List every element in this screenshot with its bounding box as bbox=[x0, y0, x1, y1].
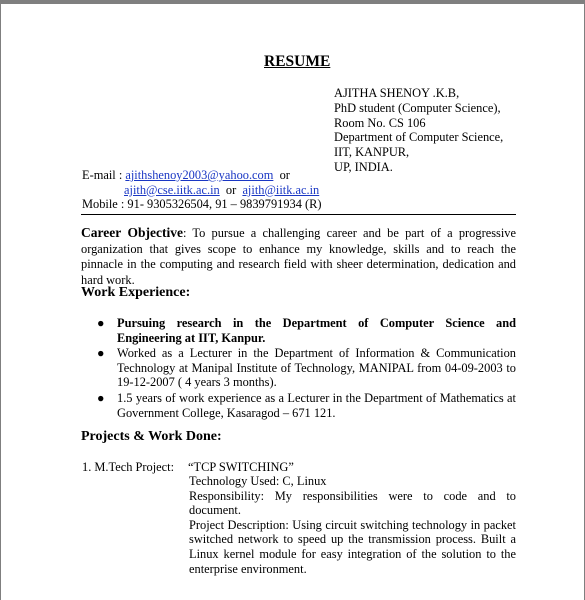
work-list bbox=[89, 316, 516, 421]
objective-heading: Career Objective bbox=[81, 225, 183, 240]
header-divider bbox=[81, 214, 516, 215]
project-name: “TCP SWITCHING” bbox=[188, 460, 294, 474]
project-responsibility: Responsibility: My responsibilities were to code and to document. bbox=[189, 488, 516, 518]
address-line: Room No. CS 106 bbox=[334, 115, 426, 130]
mobile-row: Mobile : 91- 9305326504, 91 – 9839791934 (R) bbox=[82, 197, 322, 212]
address-line: IIT, KANPUR, bbox=[334, 145, 410, 160]
career-objective bbox=[81, 225, 516, 288]
email-label: E-mail : bbox=[82, 168, 126, 182]
list-item: ● 1.5 years of work experience as a Lecturer in the Department of Mathematics at Government College, Kasaragod – 671 121. bbox=[97, 390, 516, 420]
or-text: or bbox=[273, 168, 290, 182]
email-link-iitk[interactable]: ajith@iitk.ac.in bbox=[242, 182, 320, 197]
project-number: 1. M.Tech Project: bbox=[82, 460, 175, 474]
project-technology: Technology Used: C, Linux bbox=[189, 474, 327, 488]
project-description: Project Description: Using circuit switching technology in packet switched network to speed up the transmission process. Built a Linux kernel module for easy integration of the solution to the enterprise environment. bbox=[189, 517, 516, 576]
email-link-cse[interactable]: ajith@cse.iitk.ac.in bbox=[124, 182, 220, 197]
document-page bbox=[1, 4, 584, 600]
projects-heading: Projects & Work Done: bbox=[81, 429, 222, 444]
or-text: or bbox=[219, 182, 243, 197]
address-line: AJITHA SHENOY .K.B, bbox=[334, 86, 460, 100]
email-link-yahoo[interactable]: ajithshenoy2003@yahoo.com bbox=[125, 168, 274, 182]
bullet-icon: ● bbox=[97, 346, 105, 361]
email-row bbox=[82, 168, 322, 183]
list-item: ● Worked as a Lecturer in the Department of Information & Communication Technology at Manipal Institute of Technology, MANIPAL from 04-09-2003 to 19-12-2007 ( 4 years 3 months). bbox=[97, 346, 516, 390]
list-item: ● Pursuing research in the Department of Computer Science and Engineering at IIT, Kanpur. bbox=[97, 316, 516, 345]
address-line: UP, INDIA. bbox=[334, 159, 393, 174]
bullet-icon: ● bbox=[97, 316, 105, 330]
resume-title: RESUME bbox=[264, 53, 331, 70]
bullet-icon: ● bbox=[97, 390, 105, 405]
objective-text: : To pursue a challenging career and be part of a progressive organization that gives scope to enhance my knowledge, skills and to reach the pinnacle in the computing and research field with sheer determination, dedication and hard work. bbox=[81, 226, 516, 287]
address-line: PhD student (Computer Science), bbox=[334, 100, 501, 115]
address-block bbox=[334, 86, 503, 175]
contact-block bbox=[82, 168, 322, 212]
address-line: Department of Computer Science, bbox=[334, 130, 504, 145]
email-row-2 bbox=[82, 183, 322, 198]
project-details bbox=[189, 474, 516, 576]
work-experience-heading: Work Experience: bbox=[81, 285, 191, 300]
